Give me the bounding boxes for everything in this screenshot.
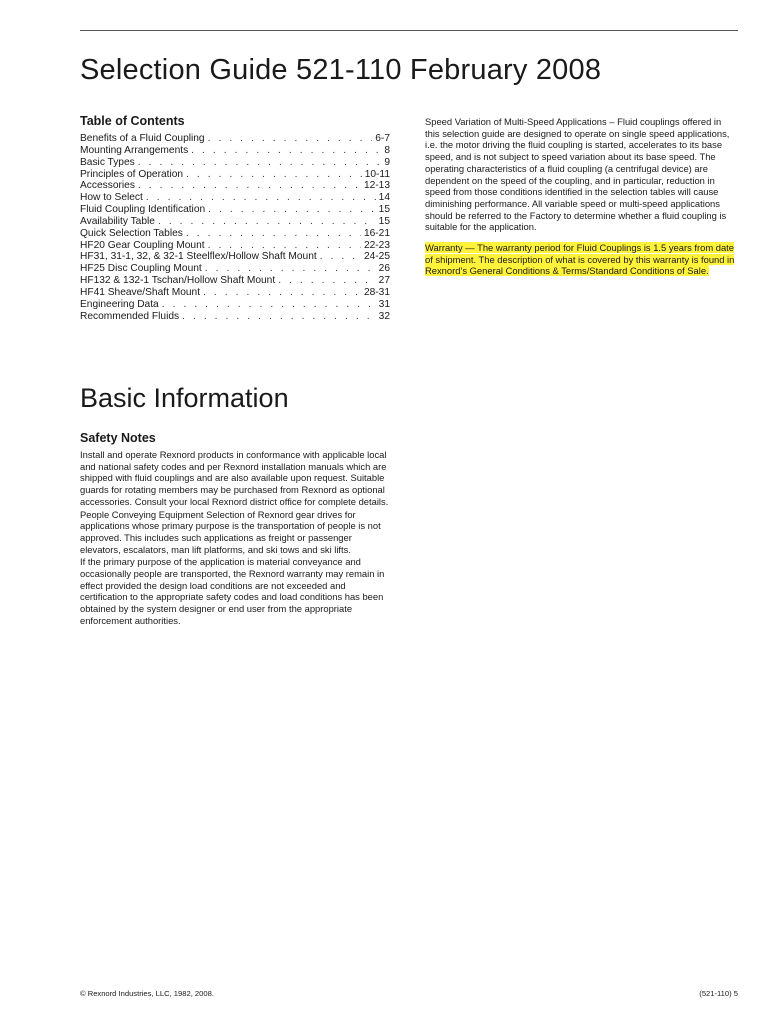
toc-item-label: HF41 Sheave/Shaft Mount [80, 286, 201, 298]
toc-leader-dots [278, 275, 375, 287]
toc-item [80, 275, 390, 287]
safety-paragraph-install: Install and operate Rexnord products in conformance with applicable local and national safety codes and per Rexnord installation manuals which are shipped with fluid couplings and are also available upon request. Suitable guards for rotating members may be purchased from Rexnord as optional accessories. Consult your local Rexnord district office for complete details. [80, 449, 389, 507]
toc-leader-dots [208, 204, 376, 216]
toc-item-page: 9 [384, 156, 390, 168]
toc-list [80, 133, 390, 323]
toc-item-page: 27 [378, 275, 390, 287]
toc-leader-dots [182, 311, 376, 323]
toc-leader-dots [205, 263, 376, 275]
top-divider [80, 30, 738, 31]
toc-item-label: Availability Table [80, 215, 155, 227]
warranty-paragraph [425, 242, 737, 277]
toc-item-page: 22-23 [363, 239, 390, 251]
toc-item [80, 263, 390, 275]
toc-item-label: Quick Selection Tables [80, 227, 183, 239]
toc-item-page: 14 [378, 192, 390, 204]
toc-item-page: 15 [378, 215, 390, 227]
right-column [425, 116, 737, 286]
toc-item [80, 145, 390, 157]
toc-leader-dots [158, 216, 376, 228]
toc-item-label: HF31, 31-1, 32, & 32-1 Steelflex/Hollow Shaft Mount [80, 251, 317, 263]
toc-item-page: 24-25 [363, 251, 390, 263]
toc-leader-dots [186, 228, 361, 240]
toc-item-page: 28-31 [363, 286, 390, 298]
toc-item-label: Fluid Coupling Identification [80, 204, 206, 216]
toc-item-page: 32 [378, 310, 390, 322]
toc-leader-dots [138, 157, 382, 169]
toc-item [80, 228, 390, 240]
toc-item-page: 10-11 [364, 168, 390, 180]
toc-leader-dots [208, 240, 361, 252]
footer-page-reference: (521-110) 5 [699, 989, 738, 998]
toc-leader-dots [186, 169, 362, 181]
toc-leader-dots [203, 287, 361, 299]
toc-item-label: How to Select [80, 192, 143, 204]
safety-notes-heading: Safety Notes [80, 431, 156, 445]
toc-item-page: 6-7 [375, 133, 390, 144]
safety-paragraph-material-conveyance: If the primary purpose of the application is material conveyance and occasionally people are transported, the Rexnord warranty may remain in effect provided the design load conditions are not exceeded and certification to the appropriate safety codes and load conditions has been obtained by the system designer or end user from the appropriate enforcement authorities. [80, 556, 385, 626]
toc-item-label: Engineering Data [80, 298, 159, 310]
safety-notes-section [80, 431, 392, 628]
toc-item-page: 8 [384, 144, 390, 156]
toc-item-page: 15 [378, 204, 390, 216]
toc-item-page: 16-21 [363, 227, 390, 239]
warranty-highlight: Warranty — The warranty period for Fluid Couplings is 1.5 years from date of shipment. The description of what is covered by this warranty is found in Rexnord’s General Conditions & Terms/Standard Conditions of Sale. [425, 242, 735, 277]
speed-variation-paragraph: Speed Variation of Multi-Speed Applications – Fluid couplings offered in this selection guide are designed to operate on single speed applications, i.e. the motor driving the fluid coupling is started, accelerates to its base speed, and is not subject to speed variation about its base speed. The operating characteristics of a fluid coupling (a centrifugal device) are dependent on the speed of the coupling, and in particular, reduction in speed from those conditions identified in the selection tables will cause diminishing performance. All variable speed or multi-speed applications should be referred to the Factory to determine whether a fluid coupling is suitable for the application. [425, 116, 730, 233]
table-of-contents [80, 114, 390, 323]
toc-item [80, 157, 390, 169]
toc-item-label: Accessories [80, 180, 135, 192]
toc-item-label: HF132 & 132-1 Tschan/Hollow Shaft Mount [80, 275, 276, 287]
toc-item [80, 240, 390, 252]
toc-heading: Table of Contents [80, 114, 185, 128]
toc-leader-dots [208, 133, 373, 145]
toc-item-label: HF20 Gear Coupling Mount [80, 239, 205, 251]
toc-item [80, 133, 390, 145]
toc-item-label: Principles of Operation [80, 168, 184, 180]
toc-item-page: 12-13 [363, 180, 390, 192]
toc-item-label: Mounting Arrangements [80, 144, 189, 156]
toc-item [80, 192, 390, 204]
toc-item-label: Recommended Fluids [80, 310, 180, 322]
toc-item-label: Benefits of a Fluid Coupling [80, 133, 205, 144]
toc-leader-dots [320, 251, 361, 263]
section-title-basic-information: Basic Information [80, 383, 289, 413]
toc-item [80, 311, 390, 323]
toc-item-page: 26 [378, 263, 390, 275]
toc-leader-dots [138, 180, 361, 192]
safety-paragraph-people-conveying: People Conveying Equipment Selection of Rexnord gear drives for applications whose primary purpose is the transportation of people is not approved. This includes such applications as freight or passenger elevators, escalators, man lift platforms, and ski tows and ski lifts. [80, 508, 381, 555]
toc-leader-dots [162, 299, 376, 311]
toc-item [80, 169, 390, 181]
toc-item-label: Basic Types [80, 156, 135, 168]
toc-item [80, 216, 390, 228]
toc-item [80, 287, 390, 299]
toc-item [80, 251, 390, 263]
document-title: Selection Guide 521-110 February 2008 [80, 54, 602, 86]
toc-leader-dots [146, 192, 376, 204]
toc-item-page: 31 [378, 298, 390, 310]
footer-copyright: © Rexnord Industries, LLC, 1982, 2008. [80, 989, 214, 998]
toc-item [80, 180, 390, 192]
toc-item-label: HF25 Disc Coupling Mount [80, 263, 202, 275]
toc-item [80, 204, 390, 216]
toc-item [80, 299, 390, 311]
toc-leader-dots [191, 145, 381, 157]
